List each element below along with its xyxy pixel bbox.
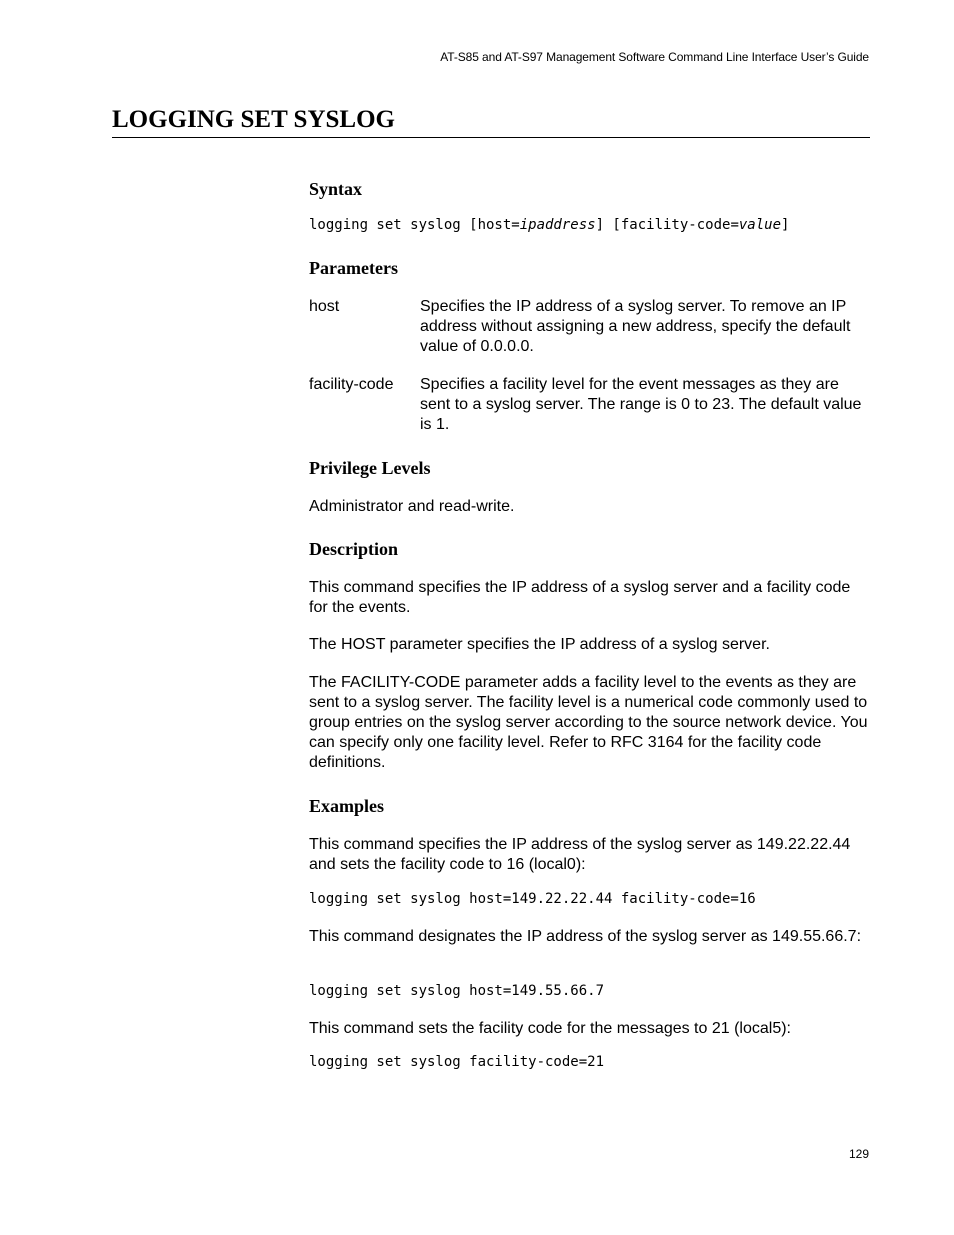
syntax-code: logging set syslog [host=ipaddress] [facility-code=value]	[309, 217, 790, 233]
examples-heading: Examples	[309, 796, 385, 816]
example-code: logging set syslog facility-code=21	[309, 1054, 605, 1070]
parameters-heading: Parameters	[309, 258, 398, 278]
param-name: host	[309, 298, 340, 315]
description-heading: Description	[309, 539, 398, 559]
param-description: Specifies the IP address of a syslog server. To remove an IP address without assigning a new address, specify the default value of 0.0.0.0.	[420, 298, 851, 355]
privilege-heading: Privilege Levels	[309, 458, 431, 478]
description-paragraph: This command specifies the IP address of a syslog server and a facility code for the events.	[309, 579, 851, 616]
page-title: LOGGING SET SYSLOG	[112, 106, 870, 138]
example-code: logging set syslog host=149.22.22.44 facility-code=16	[309, 891, 756, 907]
privilege-text: Administrator and read-write.	[309, 498, 515, 515]
running-header: AT-S85 and AT-S97 Management Software Command Line Interface User’s Guide	[440, 50, 869, 64]
page-number: 129	[848, 1147, 869, 1161]
example-text: This command sets the facility code for the messages to 21 (local5):	[309, 1020, 791, 1037]
example-code: logging set syslog host=149.55.66.7	[309, 983, 605, 999]
example-text: This command specifies the IP address of the syslog server as 149.22.22.44 and sets the facility code to 16 (local0):	[309, 836, 851, 873]
syntax-heading: Syntax	[309, 179, 363, 199]
description-paragraph: The FACILITY-CODE parameter adds a facility level to the events as they are sent to a syslog server. The facility level is a numerical code commonly used to group entries on the syslog server according to the source network device. You can specify only one facility level. Refer to RFC 3164 for the facility code definitions.	[309, 674, 868, 771]
param-name: facility-code	[309, 376, 394, 393]
param-description: Specifies a facility level for the event messages as they are sent to a syslog server. The range is 0 to 23. The default value is 1.	[420, 376, 862, 433]
example-text: This command designates the IP address of the syslog server as 149.55.66.7:	[309, 928, 862, 945]
description-paragraph: The HOST parameter specifies the IP address of a syslog server.	[309, 636, 770, 653]
